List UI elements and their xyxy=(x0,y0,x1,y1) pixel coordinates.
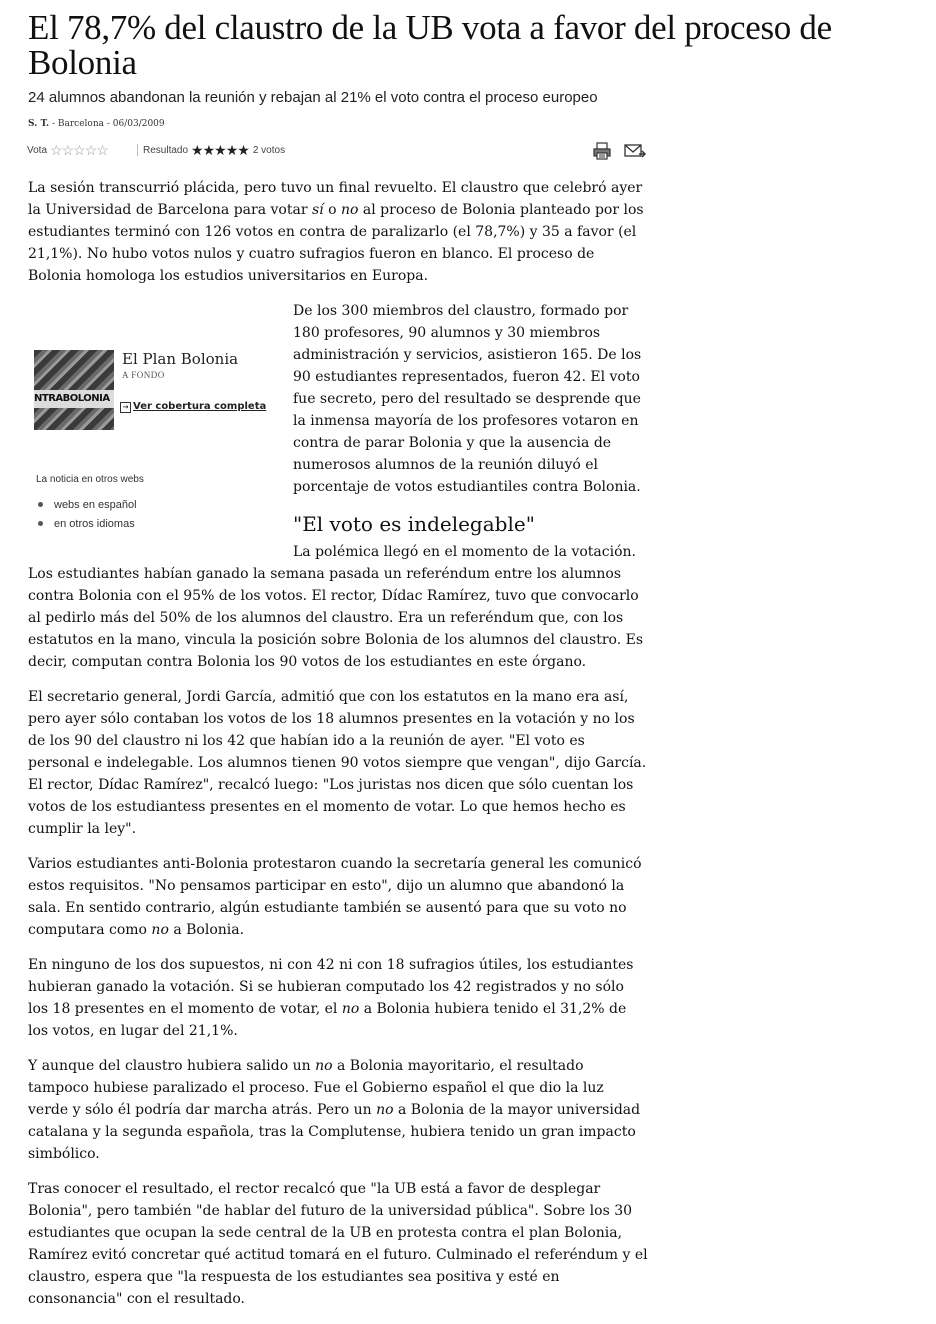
section-heading: "El voto es indelegable" xyxy=(293,512,535,536)
star-icon: ★ xyxy=(237,141,249,158)
other-webs-box xyxy=(36,474,256,533)
star-icon: ★ xyxy=(214,141,226,158)
star-icon: ★ xyxy=(202,141,215,158)
other-webs-link[interactable]: webs en español xyxy=(54,498,137,511)
paragraph-5: Varios estudiantes anti-Bolonia protestaron cuando la secretaría general les comunicó estos requisitos. "No pensamos participar en esto", dijo un alumno que abandonó la sala. En sentido contrario, algún estudiante también se ausentó para que su voto no computara como no a Bolonia. xyxy=(28,856,642,938)
view-coverage-label: Ver cobertura completa xyxy=(133,401,267,412)
rating-bar xyxy=(27,142,647,160)
author: S. T. xyxy=(28,119,50,129)
result-group xyxy=(132,142,285,158)
other-webs-header: La noticia en otros webs xyxy=(36,474,144,485)
printer-icon[interactable] xyxy=(592,142,612,160)
divider xyxy=(137,144,138,156)
star-icon[interactable]: ☆ xyxy=(84,141,97,158)
article-subtitle: 24 alumnos abandonan la reunión y rebajan al 21% el voto contra el proceso europeo xyxy=(28,89,598,106)
vote-label: Vota xyxy=(27,144,48,156)
star-icon: ★ xyxy=(191,141,203,158)
paragraph-8: Tras conocer el resultado, el rector recalcó que "la UB está a favor de desplegar Bolonia", pero también "de hablar del futuro de la universidad pública". Sobre los 30 estudiantes que ocupan la sede central de la UB en protesta contra el plan Bolonia, Ramírez evitó concretar qué actitud tomará en el futuro. Culminado el referéndum y el claustro, espera que "la respuesta de los estudiantes sea positiva y esté en consonancia" con el resultado. xyxy=(28,1181,648,1307)
star-icon[interactable]: ☆ xyxy=(96,141,108,158)
result-label: Resultado xyxy=(143,144,189,156)
bullet-icon xyxy=(38,502,43,507)
view-coverage-link[interactable] xyxy=(120,401,266,413)
paragraph-3-lead: La polémica llegó en el momento de la votación. xyxy=(293,544,636,560)
star-icon[interactable]: ☆ xyxy=(50,141,62,158)
bullet-icon xyxy=(38,521,43,526)
paragraph-2: De los 300 miembros del claustro, formado por 180 profesores, 90 alumnos y 30 miembros administración y servicios, asistieron 165. De los 90 estudiantes representados, fueron 42. El voto fue secreto, pero del resultado se desprende que la inmensa mayoría de los profesores votaron en contra de parar Bolonia y que la ausencia de numerosos alumnos de la reunión diluyó el porcentaje de votos estudiantiles contra Bolonia. xyxy=(293,303,642,495)
other-webs-item[interactable] xyxy=(36,495,256,514)
location-date: - Barcelona - 06/03/2009 xyxy=(49,119,165,129)
star-icon: ★ xyxy=(225,141,238,158)
paragraph-7: Y aunque del claustro hubiera salido un no a Bolonia mayoritario, el resultado tampoco hubiese paralizado el proceso. Fue el Gobierno español el que dio la luz verde y sólo él podría dar marcha atrás. Pero un no a Bolonia de la mayor universidad catalana y la segunda española, tras la Complutense, hubiera tenido un gran impacto simbólico. xyxy=(28,1058,641,1162)
paragraph-4: El secretario general, Jordi García, admitió que con los estatutos en la mano era así, pero ayer sólo contaban los votos de los 18 alumnos presentes en la votación y no los de los 90 del claustro ni los 42 que habían ido a la reunión de ayer. "El voto es personal e indelegable. Los alumnos tienen 90 votos siempre que vengan", dijo García. El rector, Dídac Ramírez", recalcó luego: "Los juristas nos dicen que sólo cuentan los votos de los estudiantess presentes en el momento de votar. Lo que hemos hecho es cumplir la ley". xyxy=(28,689,647,837)
star-icon[interactable]: ☆ xyxy=(73,141,85,158)
star-icon[interactable]: ☆ xyxy=(61,141,74,158)
other-webs-item[interactable] xyxy=(36,514,256,533)
other-webs-link[interactable]: en otros idiomas xyxy=(54,517,135,530)
related-card xyxy=(34,350,274,434)
vote-stars[interactable] xyxy=(50,143,108,158)
arrow-icon: → xyxy=(120,402,131,413)
paragraph-1: La sesión transcurrió plácida, pero tuvo un final revuelto. El claustro que celebró ayer la Universidad de Barcelona para votar sí o no al proceso de Bolonia planteado por los estudiantes terminó con 126 votos en contra de paralizarlo (el 78,7%) y 35 a favor (el 21,1%). No hubo votos nulos y cuatro sufragios fueron en blanco. El proceso de Bolonia homologa los estudios universitarios en Europa. xyxy=(28,180,644,284)
votes-count: 2 votos xyxy=(252,144,286,156)
related-title[interactable]: El Plan Bolonia xyxy=(122,350,239,368)
result-stars xyxy=(191,143,249,158)
email-icon[interactable] xyxy=(624,142,644,160)
byline xyxy=(28,119,165,129)
article-headline: El 78,7% del claustro de la UB vota a favor del proceso de Bolonia xyxy=(28,8,832,82)
paragraph-6: En ninguno de los dos supuestos, ni con 42 ni con 18 sufragios útiles, los estudiantes hubieran ganado la votación. Si se hubieran computado los 42 registrados y no sólo los 18 presentes en el momento de votar, el no a Bolonia hubiera tenido el 31,2% de los votos, en lugar del 21,1%. xyxy=(28,957,634,1039)
vote-group xyxy=(27,142,108,158)
related-kicker: A FONDO xyxy=(122,370,165,380)
thumbnail-banner-text: NTRABOLONIA xyxy=(34,390,114,408)
related-thumbnail[interactable] xyxy=(34,350,114,430)
paragraph-3: Los estudiantes habían ganado la semana pasada un referéndum entre los alumnos contra Bolonia con el 95% de los votos. El rector, Dídac Ramírez, tuvo que convocarlo al pedirlo más del 50% de los alumnos del claustro. Era un referéndum que, con los estatutos en la mano, vincula la posición sobre Bolonia de los alumnos del claustro. Es decir, computan contra Bolonia los 90 votos de los estudiantes en este órgano. xyxy=(28,566,644,670)
